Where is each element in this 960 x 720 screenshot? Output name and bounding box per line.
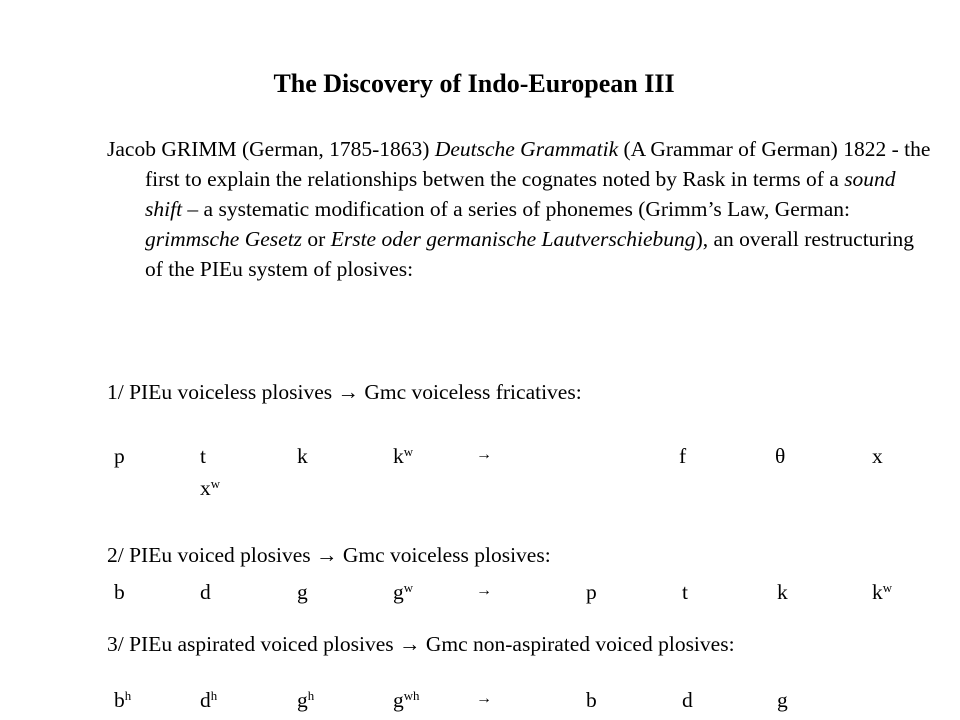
rule-1-source-symbol: $k^w$ <box>393 444 414 468</box>
intro-text: Jacob GRIMM (German, 1785-1863) <box>107 137 435 161</box>
intro-paragraph <box>107 134 935 284</box>
intro-text: (A Grammar of German) 1822 - the first to explain the relationships betwen the cognates noted by Rask in terms of a <box>145 137 931 191</box>
work-title: Deutsche Grammatik <box>434 137 619 161</box>
rule-2-source-symbol: g <box>297 580 308 604</box>
rule-2-target-symbol: t <box>682 580 688 604</box>
rule-3-source-symbol: $d^h$ <box>200 688 218 712</box>
rule-2-heading: 2/ PIEu voiced plosives → Gmc voiceless plosives: <box>107 543 551 567</box>
term-sound-shift: sound shift <box>145 167 896 221</box>
intro-text: – a systematic modification of a series of phonemes (Grimm’s Law, German: <box>182 197 850 221</box>
rule-2-source-symbol: $g^w$ <box>393 580 414 604</box>
rule-2-arrow-icon: → <box>476 582 492 599</box>
rule-1-heading: 1/ PIEu voiceless plosives → Gmc voiceless fricatives: <box>107 380 582 404</box>
rule-2-source-symbol: b <box>114 580 125 604</box>
rule-1-source-symbol: p <box>114 444 125 468</box>
rule-3-target-symbol: g <box>777 688 788 712</box>
rule-1-target-symbol: f <box>679 444 687 468</box>
rule-3-target-symbol: d <box>682 688 693 712</box>
rule-1-target-symbol: θ <box>775 444 786 468</box>
rule-1-target-symbol: $x^w$ <box>200 476 221 500</box>
rule-3-source-symbol: $b^h$ <box>114 688 132 712</box>
slide-title: The Discovery of Indo-European III <box>273 69 675 98</box>
rule-2-target-symbol: k <box>777 580 788 604</box>
rule-1-source-symbol: t <box>200 444 206 468</box>
rule-3-heading: 3/ PIEu aspirated voiced plosives → Gmc non-aspirated voiced plosives: <box>107 632 735 656</box>
rule-2-target-symbol: $k^w$ <box>872 580 893 604</box>
rule-2-source-symbol: d <box>200 580 211 604</box>
intro-text: or <box>302 227 331 251</box>
rule-3-source-symbol: $g^{wh}$ <box>393 688 420 712</box>
rule-3-target-symbol: b <box>586 688 597 712</box>
rule-3-arrow-icon: → <box>476 690 492 707</box>
intro-text: ), an overall restructuring of the PIEu system of plosives: <box>145 227 915 281</box>
rule-1-arrow-icon: → <box>476 446 492 463</box>
rule-3-source-symbol: $g^h$ <box>297 688 315 712</box>
german-term: Erste oder germanische Lautverschiebung <box>330 227 696 251</box>
rule-1-source-symbol: k <box>297 444 308 468</box>
german-term: grimmsche Gesetz <box>145 227 303 251</box>
rule-2-target-symbol: p <box>586 580 597 604</box>
rule-1-target-symbol: x <box>872 444 883 468</box>
